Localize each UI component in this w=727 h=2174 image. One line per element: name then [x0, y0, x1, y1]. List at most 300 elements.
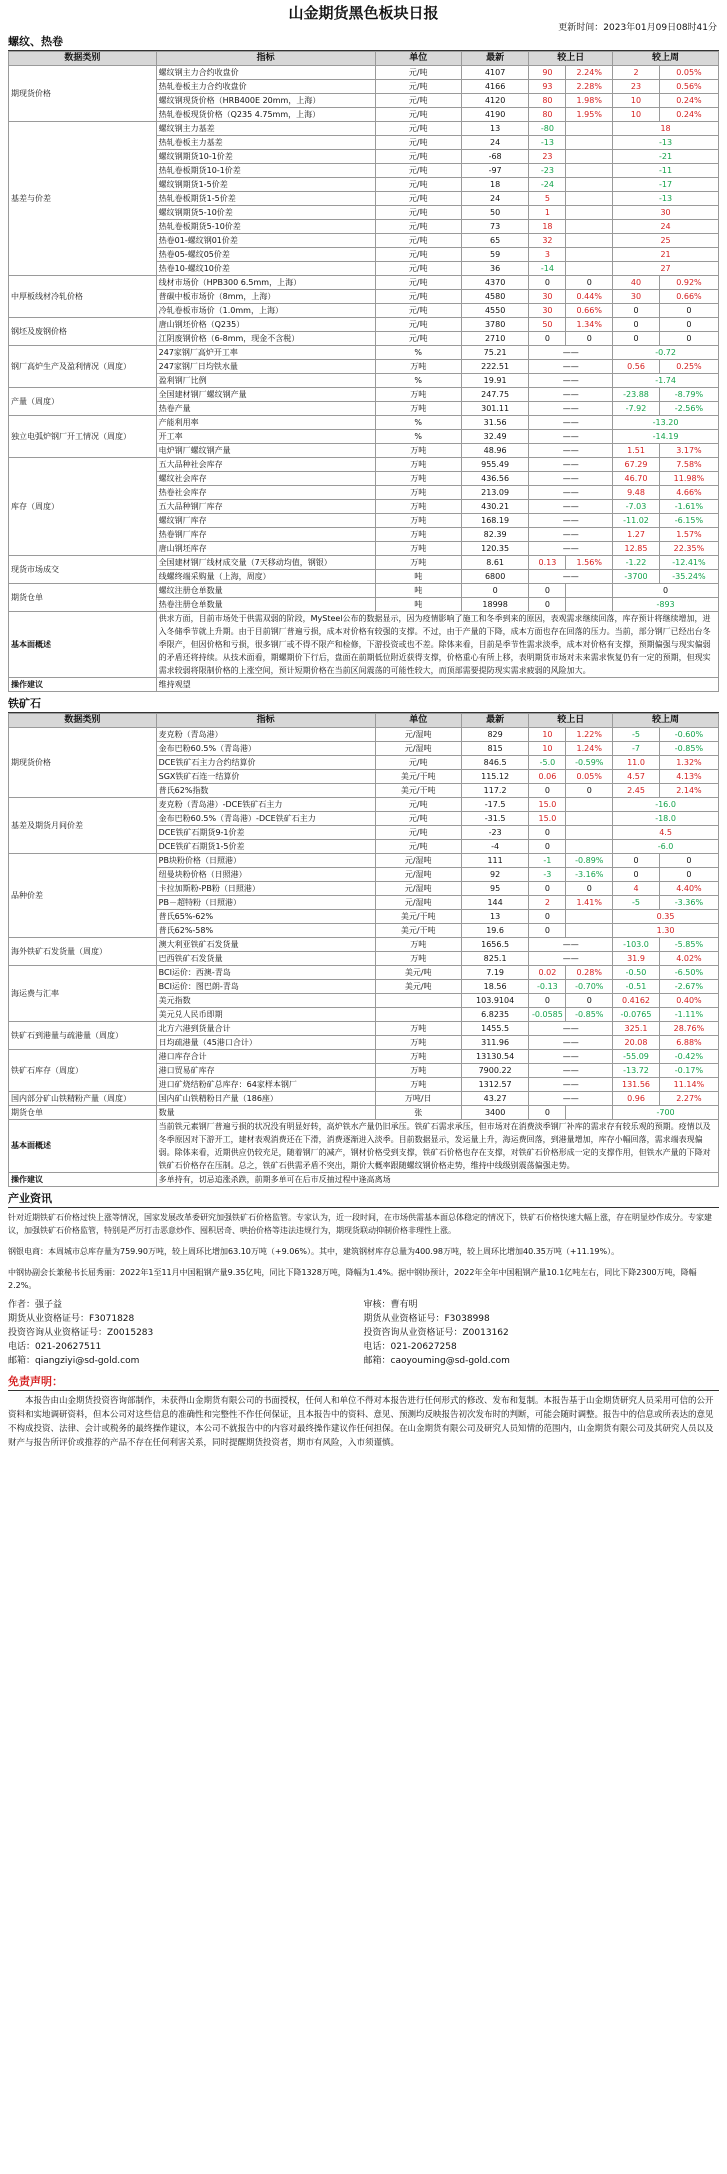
- day-change-cell: 32: [529, 234, 566, 248]
- week-change-cell: -13: [613, 136, 719, 150]
- category-cell: 期现货价格: [9, 66, 157, 122]
- latest-cell: 24: [461, 192, 529, 206]
- indicator-cell: 247家钢厂日均铁水量: [156, 360, 375, 374]
- week-change-cell: 0.56: [613, 360, 660, 374]
- latest-cell: 18998: [461, 598, 529, 612]
- week-change-pct-cell: 4.66%: [659, 486, 718, 500]
- week-change-pct-cell: -8.79%: [659, 388, 718, 402]
- week-change-cell: 21: [613, 248, 719, 262]
- unit-cell: 元/吨: [375, 136, 461, 150]
- week-change-cell: 18: [613, 122, 719, 136]
- summary-text: 当前铁元素钢厂普遍亏损的状况没有明显好转，高炉铁水产量仍旧承压。铁矿石需求承压，但市场对在消费淡季钢厂补库的需求存有较乐观的预期。疫情以及冬季原因对下游开工，建材表观消费还在下滑，消费逐渐进入淡季。目前数据显示，发运量上升，海运费回落，到港量增加，库存小幅回落，需求端表现偏弱。除体来看，近期供应仍较充足，随着钢厂的减产，钢材价格受到支撑，铁矿石价格也存在支撑，对铁矿石价格形成一定的支撑作用，但铁水产量的下降对铁矿石价格存在压制。总之，铁矿石供需矛盾不突出，期价大概率跟随螺纹钢价格走势，维持中线级别震荡偏强走势。: [156, 1120, 718, 1173]
- column-header: 指标: [156, 714, 375, 728]
- week-change-pct-cell: 0.05%: [659, 66, 718, 80]
- week-change-cell: -700: [613, 1106, 719, 1120]
- day-change-cell: 0: [529, 882, 566, 896]
- week-change-cell: -103.0: [613, 938, 660, 952]
- day-change-cell: -80: [529, 122, 566, 136]
- disclaimer-title: 免责声明：: [8, 1374, 719, 1391]
- day-change-pct-cell: -0.70%: [566, 980, 613, 994]
- latest-cell: 73: [461, 220, 529, 234]
- table-row: [9, 556, 719, 570]
- day-change-cell: 93: [529, 80, 566, 94]
- day-change-pct-cell: 0: [566, 276, 613, 290]
- iron-ore-table: [8, 713, 719, 1187]
- day-change-cell: 0: [529, 332, 566, 346]
- day-change-cell: 80: [529, 94, 566, 108]
- day-change-pct-cell: 1.34%: [566, 318, 613, 332]
- unit-cell: 元/吨: [375, 798, 461, 812]
- column-header: 较上周: [613, 714, 719, 728]
- latest-cell: 31.56: [461, 416, 529, 430]
- indicator-cell: 纽曼块粉价格（日照港）: [156, 868, 375, 882]
- indicator-cell: 港口贸易矿库存: [156, 1064, 375, 1078]
- latest-cell: 4580: [461, 290, 529, 304]
- latest-cell: -97: [461, 164, 529, 178]
- indicator-cell: 热卷10-螺纹10价差: [156, 262, 375, 276]
- latest-cell: 120.35: [461, 542, 529, 556]
- advice-row: [9, 678, 719, 692]
- category-cell: 铁矿石到港量与疏港量（周度）: [9, 1022, 157, 1050]
- indicator-cell: 美元指数: [156, 994, 375, 1008]
- unit-cell: 元/吨: [375, 94, 461, 108]
- day-change-pct-cell: [566, 840, 613, 854]
- unit-cell: 吨: [375, 570, 461, 584]
- report-title: 山金期货黑色板块日报: [288, 4, 439, 22]
- latest-cell: 6800: [461, 570, 529, 584]
- day-change-cell: ——: [529, 542, 613, 556]
- unit-cell: 美元/吨: [375, 980, 461, 994]
- indicator-cell: 产能利用率: [156, 416, 375, 430]
- author-block: [8, 1298, 719, 1368]
- latest-cell: 48.96: [461, 444, 529, 458]
- day-change-cell: 5: [529, 192, 566, 206]
- table-row: [9, 966, 719, 980]
- indicator-cell: 港口库存合计: [156, 1050, 375, 1064]
- unit-cell: 吨: [375, 598, 461, 612]
- week-change-cell: -0.51: [613, 980, 660, 994]
- latest-cell: 829: [461, 728, 529, 742]
- latest-cell: 247.75: [461, 388, 529, 402]
- week-change-cell: 20.08: [613, 1036, 660, 1050]
- day-change-cell: 0: [529, 598, 566, 612]
- day-change-cell: ——: [529, 952, 613, 966]
- latest-cell: 92: [461, 868, 529, 882]
- day-change-cell: 0: [529, 276, 566, 290]
- column-header: 较上日: [529, 52, 613, 66]
- section-rebar-hrc: 螺纹、热卷: [8, 34, 719, 51]
- column-header: 数据类别: [9, 52, 157, 66]
- day-change-cell: ——: [529, 1092, 613, 1106]
- latest-cell: 36: [461, 262, 529, 276]
- week-change-cell: 4: [613, 882, 660, 896]
- unit-cell: 元/吨: [375, 192, 461, 206]
- unit-cell: [375, 1008, 461, 1022]
- week-change-pct-cell: 0.66%: [659, 290, 718, 304]
- day-change-pct-cell: [566, 150, 613, 164]
- day-change-cell: ——: [529, 416, 613, 430]
- day-change-pct-cell: 1.95%: [566, 108, 613, 122]
- week-change-cell: 31.9: [613, 952, 660, 966]
- unit-cell: 元/吨: [375, 304, 461, 318]
- indicator-cell: 五大品种社会库存: [156, 458, 375, 472]
- indicator-cell: 螺纹钢厂库存: [156, 514, 375, 528]
- unit-cell: 元/吨: [375, 276, 461, 290]
- latest-cell: 24: [461, 136, 529, 150]
- unit-cell: 元/吨: [375, 220, 461, 234]
- category-cell: 铁矿石库存（周度）: [9, 1050, 157, 1092]
- week-change-pct-cell: 0.56%: [659, 80, 718, 94]
- week-change-pct-cell: -0.60%: [659, 728, 718, 742]
- indicator-cell: 麦克粉（青岛港）-DCE铁矿石主力: [156, 798, 375, 812]
- indicator-cell: 螺纹社会库存: [156, 472, 375, 486]
- latest-cell: 3780: [461, 318, 529, 332]
- day-change-pct-cell: [566, 192, 613, 206]
- day-change-pct-cell: 0.66%: [566, 304, 613, 318]
- column-header: 指标: [156, 52, 375, 66]
- table-row: [9, 66, 719, 80]
- week-change-cell: 2: [613, 66, 660, 80]
- unit-cell: 万吨: [375, 360, 461, 374]
- indicator-cell: PB块粉价格（日照港）: [156, 854, 375, 868]
- week-change-cell: -11: [613, 164, 719, 178]
- latest-cell: 19.6: [461, 924, 529, 938]
- category-cell: 钢坯及废钢价格: [9, 318, 157, 346]
- day-change-cell: ——: [529, 938, 613, 952]
- indicator-cell: 巴西铁矿石发货量: [156, 952, 375, 966]
- week-change-pct-cell: 2.14%: [659, 784, 718, 798]
- day-change-cell: ——: [529, 514, 613, 528]
- latest-cell: 815: [461, 742, 529, 756]
- week-change-cell: 1.27: [613, 528, 660, 542]
- unit-cell: %: [375, 430, 461, 444]
- unit-cell: 元/吨: [375, 164, 461, 178]
- day-change-pct-cell: -0.89%: [566, 854, 613, 868]
- week-change-cell: 46.70: [613, 472, 660, 486]
- week-change-pct-cell: -1.11%: [659, 1008, 718, 1022]
- author-line: 邮箱：qiangziyi@sd-gold.com: [8, 1356, 140, 1366]
- day-change-cell: ——: [529, 458, 613, 472]
- unit-cell: 元/吨: [375, 812, 461, 826]
- day-change-cell: -3: [529, 868, 566, 882]
- week-change-pct-cell: 4.13%: [659, 770, 718, 784]
- unit-cell: %: [375, 416, 461, 430]
- column-header: 较上周: [613, 52, 719, 66]
- unit-cell: %: [375, 346, 461, 360]
- week-change-cell: 9.48: [613, 486, 660, 500]
- week-change-cell: 0: [613, 332, 660, 346]
- category-cell: 库存（周度）: [9, 458, 157, 556]
- day-change-cell: 80: [529, 108, 566, 122]
- unit-cell: 元/吨: [375, 206, 461, 220]
- author-line: 电话：021-20627511: [8, 1342, 102, 1352]
- table-header: [9, 52, 719, 66]
- indicator-cell: 普氏62%-58%: [156, 924, 375, 938]
- day-change-cell: 1: [529, 206, 566, 220]
- week-change-cell: 0: [613, 584, 719, 598]
- latest-cell: 115.12: [461, 770, 529, 784]
- day-change-cell: 10: [529, 728, 566, 742]
- latest-cell: 1455.5: [461, 1022, 529, 1036]
- day-change-cell: ——: [529, 360, 613, 374]
- day-change-cell: ——: [529, 1036, 613, 1050]
- author-line: 投资咨询从业资格证号：Z0013162: [363, 1328, 509, 1338]
- day-change-pct-cell: [566, 924, 613, 938]
- indicator-cell: 普氏62%指数: [156, 784, 375, 798]
- unit-cell: 元/吨: [375, 262, 461, 276]
- unit-cell: 美元/干吨: [375, 910, 461, 924]
- week-change-pct-cell: 28.76%: [659, 1022, 718, 1036]
- unit-cell: 万吨: [375, 542, 461, 556]
- day-change-pct-cell: 1.56%: [566, 556, 613, 570]
- table-row: [9, 1050, 719, 1064]
- latest-cell: 18: [461, 178, 529, 192]
- week-change-pct-cell: 7.58%: [659, 458, 718, 472]
- week-change-pct-cell: 11.14%: [659, 1078, 718, 1092]
- latest-cell: 13130.54: [461, 1050, 529, 1064]
- week-change-cell: 131.56: [613, 1078, 660, 1092]
- day-change-cell: 0: [529, 840, 566, 854]
- indicator-cell: 普碳中板市场价（8mm，上海）: [156, 290, 375, 304]
- indicator-cell: 全国建材钢厂螺纹钢产量: [156, 388, 375, 402]
- latest-cell: 75.21: [461, 346, 529, 360]
- unit-cell: 万吨: [375, 458, 461, 472]
- unit-cell: 元/吨: [375, 80, 461, 94]
- day-change-pct-cell: [566, 584, 613, 598]
- indicator-cell: 螺纹钢主力合约收盘价: [156, 66, 375, 80]
- latest-cell: 59: [461, 248, 529, 262]
- author-line: 电话：021-20627258: [363, 1342, 457, 1352]
- indicator-cell: 螺纹钢期货5-10价差: [156, 206, 375, 220]
- day-change-cell: ——: [529, 388, 613, 402]
- week-change-pct-cell: 0.24%: [659, 94, 718, 108]
- unit-cell: 元/湿吨: [375, 742, 461, 756]
- week-change-cell: 12.85: [613, 542, 660, 556]
- author-line: 期货从业资格证号：F3038998: [363, 1314, 490, 1324]
- day-change-cell: 15.0: [529, 798, 566, 812]
- day-change-pct-cell: 0: [566, 784, 613, 798]
- week-change-pct-cell: -2.67%: [659, 980, 718, 994]
- latest-cell: 6.8235: [461, 1008, 529, 1022]
- news-paragraph: 中钢协副会长兼秘书长屈秀丽：2022年1至11月中国粗钢产量9.35亿吨，同比下降1328万吨，降幅为1.4%。据中钢协预计，2022年全年中国粗钢产量10.1亿吨左右，同比下降2300万吨，降幅2.2%。: [8, 1268, 697, 1290]
- indicator-cell: BCI运价：图巴朗-青岛: [156, 980, 375, 994]
- week-change-cell: 4.5: [613, 826, 719, 840]
- table-row: [9, 346, 719, 360]
- week-change-cell: 30: [613, 290, 660, 304]
- unit-cell: 万吨: [375, 1078, 461, 1092]
- unit-cell: 万吨/日: [375, 1092, 461, 1106]
- latest-cell: 4190: [461, 108, 529, 122]
- indicator-cell: 卡拉加斯粉-PB粉（日照港）: [156, 882, 375, 896]
- week-change-cell: -7.92: [613, 402, 660, 416]
- week-change-cell: 0.96: [613, 1092, 660, 1106]
- week-change-cell: -0.50: [613, 966, 660, 980]
- table-row: [9, 416, 719, 430]
- week-change-cell: -1.22: [613, 556, 660, 570]
- week-change-pct-cell: 0: [659, 304, 718, 318]
- indicator-cell: 螺纹钢主力基差: [156, 122, 375, 136]
- latest-cell: 4166: [461, 80, 529, 94]
- week-change-cell: 40: [613, 276, 660, 290]
- latest-cell: 43.27: [461, 1092, 529, 1106]
- indicator-cell: 热卷01-螺纹钢01价差: [156, 234, 375, 248]
- day-change-cell: 0: [529, 910, 566, 924]
- indicator-cell: 盈利钢厂比例: [156, 374, 375, 388]
- latest-cell: 2710: [461, 332, 529, 346]
- week-change-cell: 0.35: [613, 910, 719, 924]
- indicator-cell: 热卷产量: [156, 402, 375, 416]
- unit-cell: 美元/干吨: [375, 770, 461, 784]
- unit-cell: 美元/干吨: [375, 784, 461, 798]
- latest-cell: 4370: [461, 276, 529, 290]
- week-change-pct-cell: -0.17%: [659, 1064, 718, 1078]
- week-change-cell: 1.51: [613, 444, 660, 458]
- latest-cell: 3400: [461, 1106, 529, 1120]
- update-time: 更新时间：2023年01月09日08时41分: [558, 23, 717, 33]
- latest-cell: 4107: [461, 66, 529, 80]
- latest-cell: 144: [461, 896, 529, 910]
- section-industry-news: 产业资讯: [8, 1191, 719, 1208]
- latest-cell: 19.91: [461, 374, 529, 388]
- unit-cell: 元/吨: [375, 178, 461, 192]
- day-change-pct-cell: [566, 234, 613, 248]
- day-change-cell: -23: [529, 164, 566, 178]
- unit-cell: 万吨: [375, 938, 461, 952]
- day-change-cell: 0.02: [529, 966, 566, 980]
- unit-cell: 万吨: [375, 388, 461, 402]
- latest-cell: 301.11: [461, 402, 529, 416]
- unit-cell: 元/湿吨: [375, 882, 461, 896]
- indicator-cell: 线螺终端采购量（上海，周度）: [156, 570, 375, 584]
- latest-cell: 32.49: [461, 430, 529, 444]
- week-change-pct-cell: 3.17%: [659, 444, 718, 458]
- latest-cell: 0: [461, 584, 529, 598]
- week-change-cell: 10: [613, 94, 660, 108]
- week-change-pct-cell: -35.24%: [659, 570, 718, 584]
- indicator-cell: DCE铁矿石期货9-1价差: [156, 826, 375, 840]
- week-change-pct-cell: 6.88%: [659, 1036, 718, 1050]
- latest-cell: 430.21: [461, 500, 529, 514]
- week-change-cell: -21: [613, 150, 719, 164]
- day-change-cell: ——: [529, 500, 613, 514]
- week-change-pct-cell: -3.36%: [659, 896, 718, 910]
- day-change-cell: 90: [529, 66, 566, 80]
- unit-cell: 元/吨: [375, 150, 461, 164]
- indicator-cell: 热轧卷板主力基差: [156, 136, 375, 150]
- advice-label: 操作建议: [9, 1173, 157, 1187]
- week-change-pct-cell: 0: [659, 332, 718, 346]
- day-change-pct-cell: 1.24%: [566, 742, 613, 756]
- indicator-cell: DCE铁矿石期货1-5价差: [156, 840, 375, 854]
- week-change-cell: 325.1: [613, 1022, 660, 1036]
- day-change-pct-cell: 0: [566, 994, 613, 1008]
- day-change-cell: 0.06: [529, 770, 566, 784]
- indicator-cell: 电炉钢厂螺纹钢产量: [156, 444, 375, 458]
- table-row: [9, 1022, 719, 1036]
- category-cell: 现货市场成交: [9, 556, 157, 584]
- day-change-pct-cell: -0.85%: [566, 1008, 613, 1022]
- day-change-cell: 3: [529, 248, 566, 262]
- unit-cell: 元/吨: [375, 122, 461, 136]
- day-change-pct-cell: 1.41%: [566, 896, 613, 910]
- indicator-cell: 247家钢厂高炉开工率: [156, 346, 375, 360]
- indicator-cell: 热轧卷板期货10-1价差: [156, 164, 375, 178]
- day-change-cell: ——: [529, 430, 613, 444]
- indicator-cell: 唐山钢坯库存: [156, 542, 375, 556]
- advice-label: 操作建议: [9, 678, 157, 692]
- day-change-cell: 30: [529, 290, 566, 304]
- indicator-cell: 热卷社会库存: [156, 486, 375, 500]
- day-change-pct-cell: 0: [566, 882, 613, 896]
- column-header: 最新: [461, 714, 529, 728]
- table-row: [9, 584, 719, 598]
- day-change-pct-cell: [566, 248, 613, 262]
- table-row: [9, 938, 719, 952]
- day-change-cell: ——: [529, 346, 613, 360]
- day-change-cell: ——: [529, 486, 613, 500]
- category-cell: 期现货价格: [9, 728, 157, 798]
- day-change-pct-cell: [566, 1106, 613, 1120]
- disclaimer-text: 本报告由山金期货投资咨询部制作，未获得山金期货有限公司的书面授权，任何人和单位不得对本报告进行任何形式的修改、发布和复制。本报告基于山金期货研究人员采用可信的公开资料和实地调研资料，但本公司对这些信息的准确性和完整性不作任何保证，且本报告中的资料、意见、预测均反映报告初次发布时的判断，可能会随时调整。报告中的信息或所表达的意见不构成投资、法律、会计或税务的最终操作建议，本公司不就报告中的内容对最终操作建议作任何担保。在山金期货有限公司及研究人员知情的范围内，山金期货有限公司及其研究人员以及财产与报告所评价或推荐的产品不存在任何利害关系，同时提醒期货投资者，期市有风险，入市须谨慎。: [8, 1396, 714, 1448]
- unit-cell: 元/吨: [375, 826, 461, 840]
- latest-cell: 13: [461, 910, 529, 924]
- week-change-cell: 11.0: [613, 756, 660, 770]
- latest-cell: 1312.57: [461, 1078, 529, 1092]
- indicator-cell: 螺纹钢期货10-1价差: [156, 150, 375, 164]
- week-change-cell: -5: [613, 728, 660, 742]
- unit-cell: 万吨: [375, 500, 461, 514]
- summary-text: 供求方面，目前市场处于供需双弱的阶段，MySteel公布的数据显示，因为疫情影响了施工和冬季到来的原因，表观需求继续回落，库存预计将继续增加，进入冬储季节就上升期。由于目前钢厂普遍亏损，成本对价格有较强的支撑。不过，由于产量的下降，成本方面也存在回落的压力。当前，部分钢厂已经出台冬季限产，但因价格和亏损，很多钢厂或不得不限产和检修，下游投资或也不差。除体来看，目前是季节性需求淡季，成本对价格有支撑，预期偏强与现实偏弱的矛盾还将持续。从技术面看，期螺期价下行后，盘面在前期低位附近获得支撑，价格重心有所上移，表明期货市场对未来需求恢复仍有一定的预期，但现实需求较弱将限制价格的上涨空间，预计短期价格在当前区间震荡的可能性较大，而顶部需要提防现实需求疲弱的风险加大。: [156, 612, 718, 678]
- advice-row: [9, 1173, 719, 1187]
- unit-cell: 万吨: [375, 1036, 461, 1050]
- latest-cell: 8.61: [461, 556, 529, 570]
- indicator-cell: 美元兑人民币即期: [156, 1008, 375, 1022]
- week-change-cell: -13.20: [613, 416, 719, 430]
- table-row: [9, 854, 719, 868]
- table-row: [9, 1106, 719, 1120]
- day-change-cell: 50: [529, 318, 566, 332]
- unit-cell: 元/吨: [375, 108, 461, 122]
- week-change-cell: 10: [613, 108, 660, 122]
- column-header: 单位: [375, 52, 461, 66]
- indicator-cell: 冷轧卷板市场价（1.0mm，上海）: [156, 304, 375, 318]
- latest-cell: 82.39: [461, 528, 529, 542]
- day-change-cell: -0.0585: [529, 1008, 566, 1022]
- week-change-pct-cell: 0.40%: [659, 994, 718, 1008]
- day-change-pct-cell: [566, 178, 613, 192]
- column-header: 单位: [375, 714, 461, 728]
- day-change-cell: 0.13: [529, 556, 566, 570]
- day-change-cell: ——: [529, 402, 613, 416]
- category-cell: 产量（周度）: [9, 388, 157, 416]
- day-change-cell: 0: [529, 924, 566, 938]
- day-change-cell: ——: [529, 1064, 613, 1078]
- week-change-cell: -17: [613, 178, 719, 192]
- latest-cell: -68: [461, 150, 529, 164]
- unit-cell: 元/吨: [375, 332, 461, 346]
- day-change-cell: 18: [529, 220, 566, 234]
- latest-cell: 4550: [461, 304, 529, 318]
- week-change-cell: -14.19: [613, 430, 719, 444]
- day-change-pct-cell: [566, 136, 613, 150]
- day-change-pct-cell: [566, 598, 613, 612]
- week-change-cell: 27: [613, 262, 719, 276]
- section-iron-ore: 铁矿石: [8, 696, 719, 713]
- table-row: [9, 728, 719, 742]
- table-row: [9, 458, 719, 472]
- day-change-cell: 0: [529, 826, 566, 840]
- latest-cell: 7900.22: [461, 1064, 529, 1078]
